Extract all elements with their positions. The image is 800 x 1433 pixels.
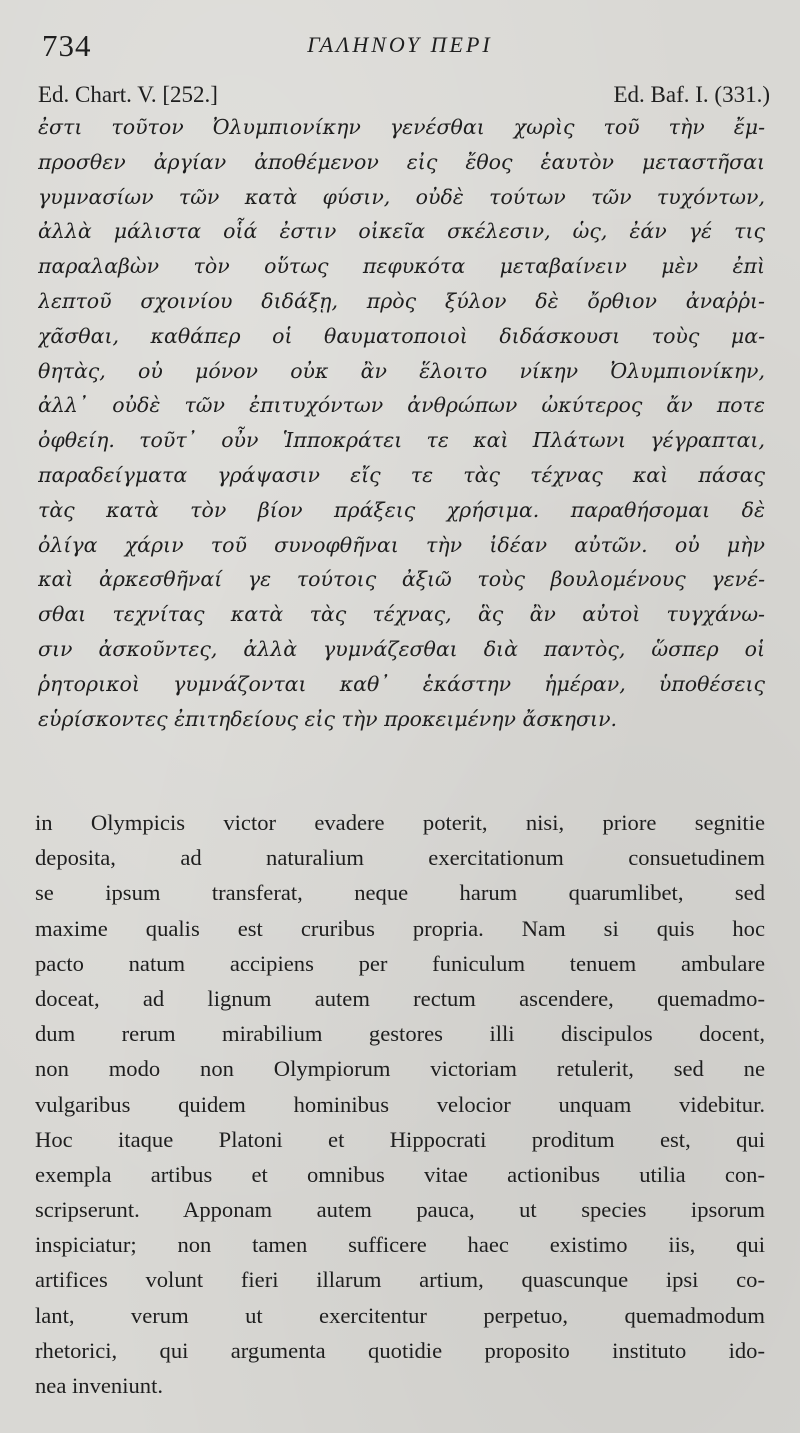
running-head: ΓΑΛΗΝΟΥ ΠΕΡΙ: [307, 32, 493, 57]
latin-line: Hoc itaque Platoni et Hippocrati proditum est, qui: [35, 1126, 765, 1152]
greek-line: τὰς κατὰ τὸν βίον πράξεις χρήσιμα. παραθήσομαι δὲ: [38, 497, 765, 522]
greek-line: προσθεν ἀργίαν ἀποθέμενον εἰς ἔθος ἑαυτὸν μεταστῆσαι: [38, 149, 765, 174]
page-number: 734: [42, 28, 92, 63]
latin-line: exempla artibus et omnibus vitae actionibus utilia con-: [35, 1161, 765, 1187]
latin-line: inspiciatur; non tamen sufficere haec existimo iis, qui: [35, 1232, 765, 1258]
latin-line: maxime qualis est cruribus propria. Nam si quis hoc: [35, 915, 765, 941]
greek-text-block: [38, 110, 765, 736]
greek-line: παραλαβὼν τὸν οὕτως πεφυκότα μεταβαίνειν μὲν ἐπὶ: [38, 254, 765, 279]
greek-line: ἀλλ᾽ οὐδὲ τῶν ἐπιτυχόντων ἀνθρώπων ὠκύτερος ἄν ποτε: [38, 393, 765, 418]
greek-line: γυμνασίων τῶν κατὰ φύσιν, οὐδὲ τούτων τῶν τυχόντων,: [38, 184, 765, 209]
latin-line: in Olympicis victor evadere poterit, nisi, priore segnitie: [35, 810, 765, 835]
greek-line: θητὰς, οὐ μόνον οὐκ ἂν ἕλοιτο νίκην Ὀλυμπιονίκην,: [38, 358, 765, 383]
latin-line: artifices volunt fieri illarum artium, quascunque ipsi co-: [35, 1267, 765, 1293]
greek-line: εὑρίσκοντες ἐπιτηδείους εἰς τὴν προκειμένην ἄσκησιν.: [38, 706, 618, 731]
latin-line: deposita, ad naturalium exercitationum consuetudinem: [35, 845, 765, 871]
greek-line: λεπτοῦ σχοινίου διδάξῃ, πρὸς ξύλον δὲ ὄρθιον ἀναῤῥι-: [38, 288, 765, 313]
latin-line: non modo non Olympiorum victoriam retulerit, sed ne: [35, 1056, 765, 1082]
greek-line: ὀφθείη. τοῦτ᾽ οὖν Ἱπποκράτει τε καὶ Πλάτωνι γέγραπται,: [38, 428, 765, 453]
greek-line: χᾶσθαι, καθάπερ οἱ θαυματοποιοὶ διδάσκουσι τοὺς μα-: [38, 323, 765, 348]
latin-line: se ipsum transferat, neque harum quarumlibet, sed: [35, 880, 765, 906]
latin-line: doceat, ad lignum autem rectum ascendere, quemadmo-: [35, 985, 765, 1011]
greek-line: σιν ἀσκοῦντες, ἀλλὰ γυμνάζεσθαι διὰ παντὸς, ὥσπερ οἱ: [38, 636, 765, 661]
edition-reference-left: Ed. Chart. V. [252.]: [38, 82, 218, 107]
latin-line: scripserunt. Apponam autem pauca, ut species ipsorum: [35, 1197, 765, 1223]
greek-line: ἀλλὰ μάλιστα οἷά ἐστιν οἰκεῖα σκέλεσιν, ὡς, ἐάν γέ τις: [38, 219, 765, 244]
greek-line: ἐστι τοῦτον Ὀλυμπιονίκην γενέσθαι χωρὶς τοῦ τὴν ἔμ-: [38, 115, 765, 139]
greek-line: παραδείγματα γράψασιν εἴς τε τὰς τέχνας καὶ πάσας: [38, 462, 765, 487]
latin-line: nea inveniunt.: [35, 1373, 163, 1398]
greek-line: καὶ ἀρκεσθῆναί γε τούτοις ἀξιῶ τοὺς βουλομένους γενέ-: [38, 567, 765, 592]
edition-reference-right: Ed. Baf. I. (331.): [613, 82, 770, 107]
latin-line: dum rerum mirabilium gestores illi discipulos docent,: [35, 1021, 765, 1047]
latin-line: vulgaribus quidem hominibus velocior unquam videbitur.: [35, 1091, 765, 1117]
greek-line: σθαι τεχνίτας κατὰ τὰς τέχνας, ἃς ἂν αὐτοὶ τυγχάνω-: [38, 602, 765, 627]
greek-line: ὀλίγα χάριν τοῦ συνοφθῆναι τὴν ἰδέαν αὐτῶν. οὐ μὴν: [38, 532, 765, 557]
latin-line: rhetorici, qui argumenta quotidie proposito instituto ido-: [35, 1337, 765, 1363]
latin-text-block: [35, 805, 765, 1403]
greek-line: ῥητορικοὶ γυμνάζονται καθ᾽ ἑκάστην ἡμέραν, ὑποθέσεις: [38, 671, 765, 696]
latin-line: lant, verum ut exercitentur perpetuo, quemadmodum: [35, 1302, 765, 1328]
latin-line: pacto natum accipiens per funiculum tenuem ambulare: [35, 950, 765, 976]
